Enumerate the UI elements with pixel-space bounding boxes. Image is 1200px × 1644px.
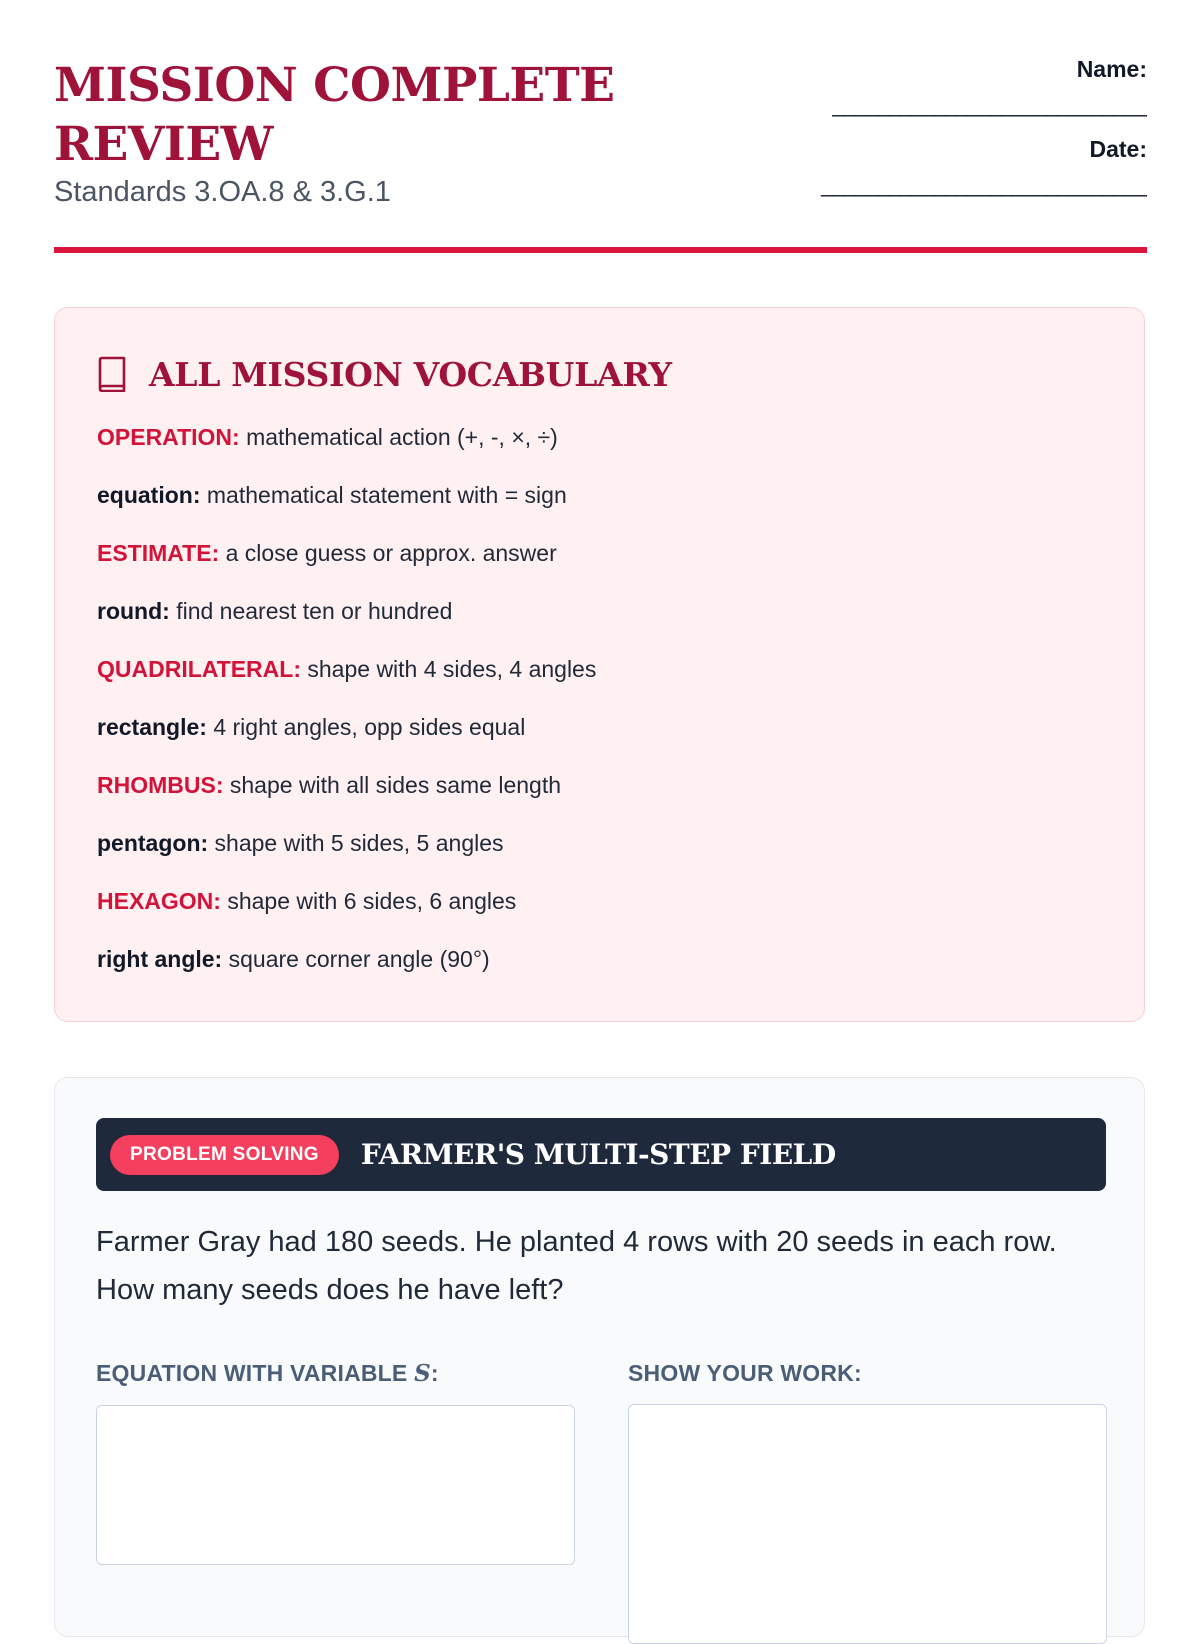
title-line-2: REVIEW [54,117,273,172]
vocabulary-term: rectangle: [97,714,207,740]
equation-variable: S [414,1360,431,1387]
vocabulary-term: round: [97,598,170,624]
vocabulary-term: pentagon: [97,830,209,856]
vocabulary-definition: a close guess or approx. answer [219,540,557,566]
vocabulary-item [97,598,596,656]
problem-badge: PROBLEM SOLVING [110,1135,339,1175]
vocabulary-header [97,352,672,396]
equation-label-suffix: : [430,1360,439,1386]
vocabulary-definition: 4 right angles, opp sides equal [206,714,526,740]
vocabulary-item [97,830,596,888]
vocabulary-definition: square corner angle (90°) [222,946,490,972]
vocabulary-definition: shape with 6 sides, 6 angles [220,888,517,914]
vocabulary-term: QUADRILATERAL: [97,656,301,682]
vocabulary-definition: shape with 5 sides, 5 angles [208,830,504,856]
title-line-1: MISSION COMPLETE [54,58,615,113]
vocabulary-item [97,540,596,598]
vocabulary-definition: mathematical statement with = sign [200,482,567,508]
problem-header-bar [96,1118,1106,1191]
vocabulary-definition: shape with all sides same length [223,772,562,798]
name-field[interactable]: ____________________________ [832,92,1147,117]
vocabulary-definition: shape with 4 sides, 4 angles [301,656,597,682]
vocabulary-item [97,946,596,1004]
equation-label [96,1360,439,1387]
vocabulary-item [97,714,596,772]
header-divider [54,247,1147,253]
vocabulary-term: RHOMBUS: [97,772,224,798]
vocabulary-title: ALL MISSION VOCABULARY [149,354,672,394]
book-icon [97,356,127,392]
vocabulary-term: right angle: [97,946,223,972]
vocabulary-item [97,424,596,482]
vocabulary-term: OPERATION: [97,424,240,450]
name-label: Name: [1076,56,1147,82]
vocabulary-definition: mathematical action (+, -, ×, ÷) [239,424,558,450]
date-label: Date: [1089,136,1147,162]
work-label: SHOW YOUR WORK: [628,1360,862,1386]
vocabulary-item [97,656,596,714]
vocabulary-card [54,307,1145,1022]
worksheet-header [54,52,1147,252]
problem-title: FARMER'S MULTI-STEP FIELD [360,1138,836,1171]
vocabulary-term: equation: [97,482,201,508]
problem-text: Farmer Gray had 180 seeds. He planted 4 rows with 20 seeds in each row. How many seeds does he have left? [96,1226,1057,1306]
page-title [54,56,694,174]
vocabulary-list [97,424,596,1004]
work-answer-box[interactable] [628,1404,1107,1644]
vocabulary-term: HEXAGON: [97,888,221,914]
date-field[interactable]: _____________________________ [821,172,1147,197]
vocabulary-item [97,482,596,540]
vocabulary-item [97,888,596,946]
equation-answer-box[interactable] [96,1405,575,1565]
vocabulary-definition: find nearest ten or hundred [169,598,453,624]
problem-card [54,1077,1145,1637]
vocabulary-term: ESTIMATE: [97,540,220,566]
equation-label-text: EQUATION WITH VARIABLE [96,1360,415,1386]
standards-subtitle: Standards 3.OA.8 & 3.G.1 [54,176,391,208]
vocabulary-item [97,772,596,830]
